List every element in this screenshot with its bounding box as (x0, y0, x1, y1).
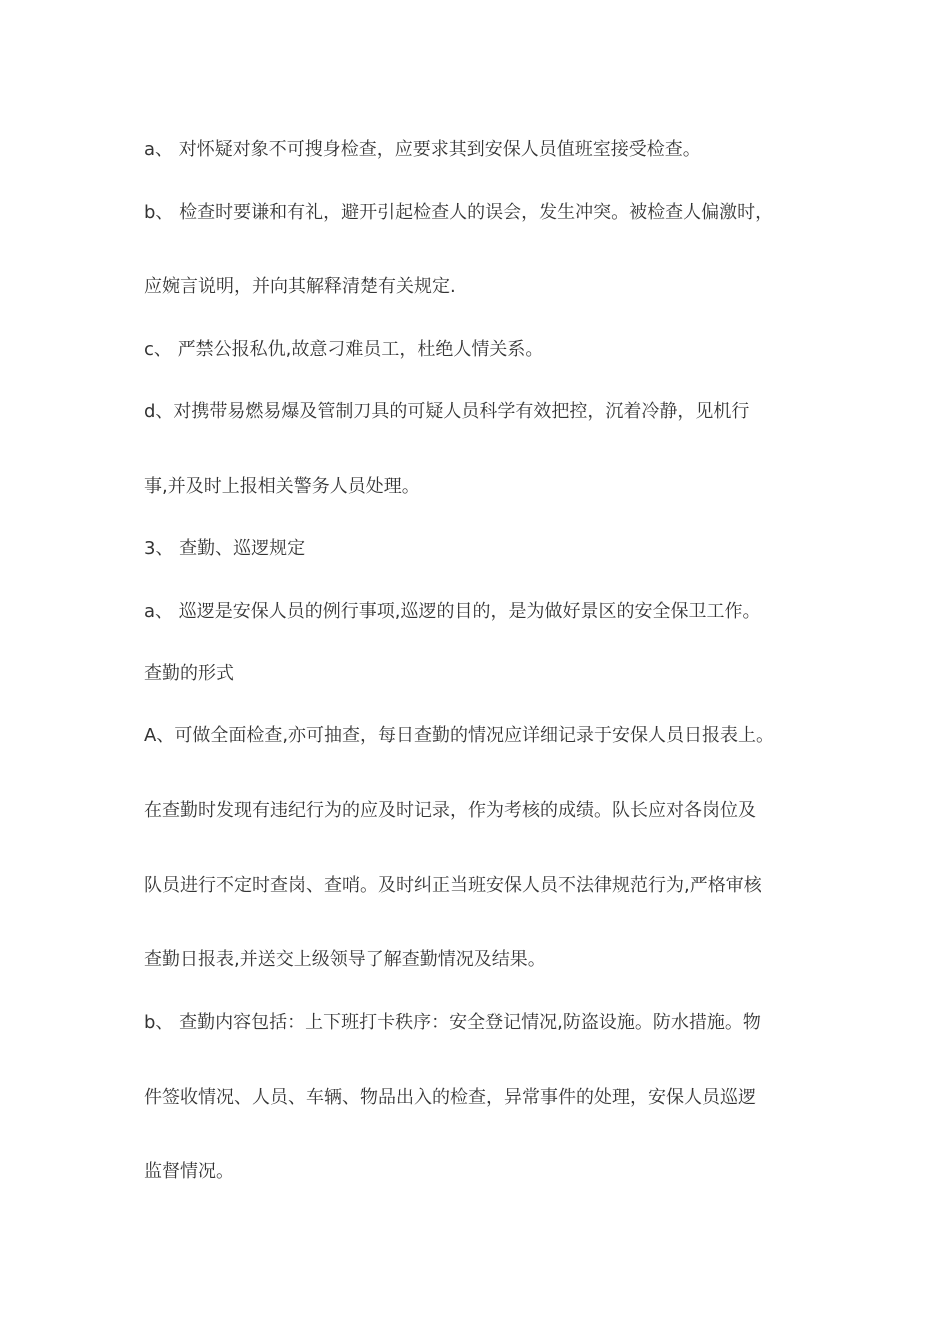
text-line: 队员进行不定时查岗、查哨。及时纠正当班安保人员不法律规范行为,严格审核 (144, 875, 762, 896)
text-line: 事,并及时上报相关警务人员处理。 (144, 476, 420, 497)
text-line: 在查勤时发现有违纪行为的应及时记录，作为考核的成绩。队长应对各岗位及 (144, 800, 756, 821)
text-line: a、 对怀疑对象不可搜身检查，应要求其到安保人员值班室接受检查。 (144, 139, 701, 160)
text-line: c、 严禁公报私仇,故意刁难员工，杜绝人情关系。 (144, 339, 544, 360)
text-line: d、对携带易燃易爆及管制刀具的可疑人员科学有效把控，沉着冷静，见机行 (144, 401, 750, 422)
section-heading: 3、 查勤、巡逻规定 (144, 538, 306, 559)
text-line: 应婉言说明，并向其解释清楚有关规定. (144, 276, 456, 297)
text-line: b、 检查时要谦和有礼，避开引起检查人的误会，发生冲突。被检查人偏激时， (144, 202, 774, 223)
text-line: 件签收情况、人员、车辆、物品出入的检查，异常事件的处理，安保人员巡逻 (144, 1087, 756, 1108)
text-line: 监督情况。 (144, 1161, 234, 1182)
sub-heading: 查勤的形式 (144, 663, 234, 684)
text-line: A、可做全面检查,亦可抽查，每日查勤的情况应详细记录于安保人员日报表上。 (144, 725, 775, 746)
text-line: a、 巡逻是安保人员的例行事项,巡逻的目的，是为做好景区的安全保卫工作。 (144, 601, 761, 622)
text-line: b、 查勤内容包括：上下班打卡秩序：安全登记情况,防盗设施。防水措施。物 (144, 1012, 761, 1033)
text-line: 查勤日报表,并送交上级领导了解查勤情况及结果。 (144, 949, 546, 970)
